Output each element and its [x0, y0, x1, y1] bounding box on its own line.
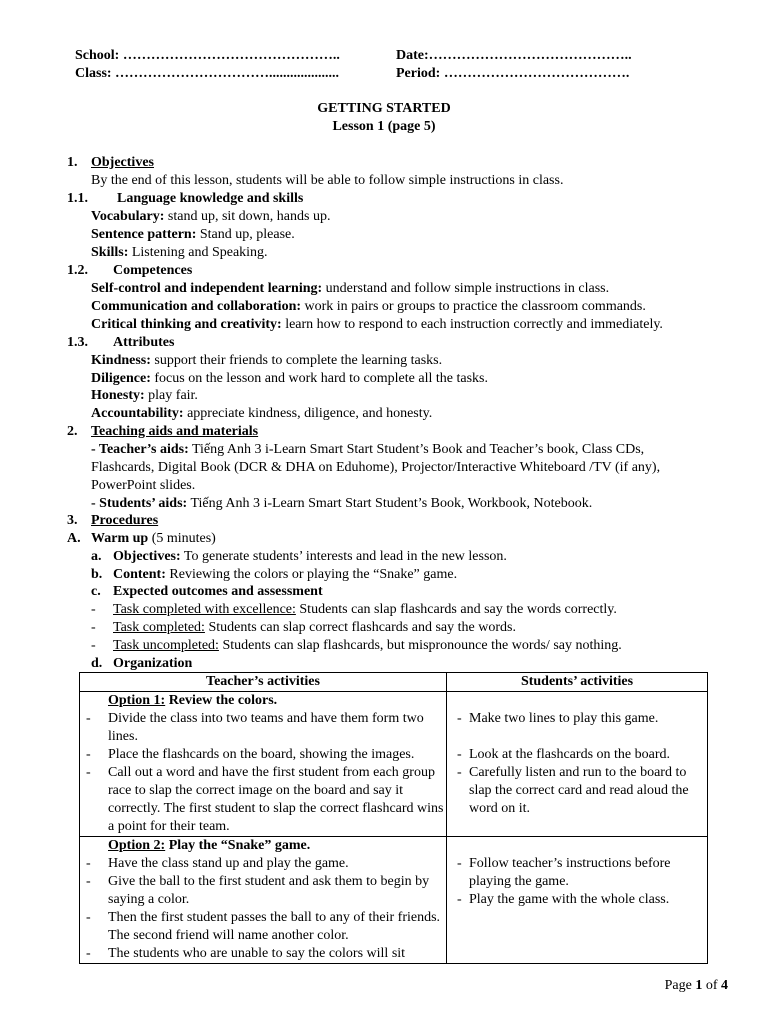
section-1-1-number: 1.1.: [67, 191, 88, 206]
school-field: School: ………………………………………..: [75, 48, 340, 63]
lesson-title: GETTING STARTED: [317, 101, 451, 116]
list-item: - Then the first student passes the ball to any of their friends. The second friend will name another color.: [86, 910, 441, 943]
kindness-line: Kindness: support their friends to complete the learning tasks.: [91, 353, 443, 368]
list-item: - The students who are unable to say the colors will sit: [86, 946, 406, 961]
section-3-number: 3.: [67, 513, 78, 528]
communication-line: Communication and collaboration: work in pairs or groups to practice the classroom commands.: [91, 299, 646, 314]
list-item: - Play the game with the whole class.: [457, 892, 670, 907]
diligence-line: Diligence: focus on the lesson and work hard to complete all the tasks.: [91, 371, 488, 386]
option-2-teacher-cell: [80, 837, 447, 964]
page-footer: Page 1 of 4: [664, 978, 728, 993]
section-1-2-number: 1.2.: [67, 263, 88, 278]
section-1-number: 1.: [67, 155, 78, 170]
organization-heading: Organization: [113, 656, 193, 671]
students-aids-line: - Students’ aids: Tiếng Anh 3 i-Learn Smart Start Student’s Book, Workbook, Notebook.: [91, 496, 593, 511]
list-item: - Divide the class into two teams and have them form two lines.: [86, 711, 424, 744]
critical-thinking-line: Critical thinking and creativity: learn how to respond to each instruction correctly and immediately.: [91, 317, 663, 332]
vocabulary-line: Vocabulary: stand up, sit down, hands up.: [91, 209, 331, 224]
item-b-letter: b.: [91, 567, 103, 582]
list-item: - Carefully listen and run to the board to slap the correct card and read aloud the word on it.: [457, 765, 689, 816]
list-item: - Look at the flashcards on the board.: [457, 747, 670, 762]
skills-line: Skills: Listening and Speaking.: [91, 245, 268, 260]
teacher-aids-line-3: PowerPoint slides.: [91, 478, 196, 493]
section-2-number: 2.: [67, 424, 78, 439]
option-1-title: Option 1: Review the colors.: [108, 693, 278, 708]
list-item: - Call out a word and have the first student from each group race to slap the correct image on the board and say it correctly. The first student to slap the correct flashcard wins a point for their team.: [86, 765, 444, 834]
task-completed-dash: -: [91, 620, 96, 635]
item-c-letter: c.: [91, 584, 101, 599]
task-completed-line: Task completed: Students can slap correct flashcards and say the words.: [113, 620, 516, 635]
expected-outcomes-heading: Expected outcomes and assessment: [113, 584, 323, 599]
section-1-2-heading: Competences: [113, 263, 193, 278]
teacher-aids-line-2: Flashcards, Digital Book (DCR & DHA on Eduhome), Projector/Interactive Whiteboard /TV (if any),: [91, 460, 661, 475]
section-1-heading: Objectives: [91, 155, 154, 170]
students-activities-header: Students’ activities: [447, 673, 708, 692]
list-item: - Give the ball to the first student and ask them to begin by saying a color.: [86, 874, 430, 907]
teacher-aids-line-1: - Teacher’s aids: Tiếng Anh 3 i-Learn Smart Start Student’s Book and Teacher’s book, Class CDs,: [91, 442, 645, 457]
task-uncompleted-dash: -: [91, 638, 96, 653]
honesty-line: Honesty: play fair.: [91, 388, 198, 403]
section-3-heading: Procedures: [91, 513, 159, 528]
accountability-line: Accountability: appreciate kindness, diligence, and honesty.: [91, 406, 433, 421]
objectives-intro: By the end of this lesson, students will be able to follow simple instructions in class.: [91, 173, 564, 188]
task-uncompleted-line: Task uncompleted: Students can slap flashcards, but mispronounce the words/ say nothing.: [113, 638, 622, 653]
activities-table: [79, 672, 708, 964]
option-1-students-cell: [447, 692, 708, 837]
section-1-3-number: 1.3.: [67, 335, 88, 350]
section-1-3-heading: Attributes: [113, 335, 175, 350]
item-a-letter: a.: [91, 549, 102, 564]
task-excellence-dash: -: [91, 602, 96, 617]
section-2-heading: Teaching aids and materials: [91, 424, 259, 439]
warm-up-heading: Warm up (5 minutes): [91, 531, 216, 546]
date-field: Date:……………………………………..: [396, 48, 632, 63]
class-field: Class: ……………………………....................: [75, 66, 340, 81]
list-item: - Follow teacher’s instructions before playing the game.: [457, 856, 671, 889]
header-row-1: [75, 48, 715, 66]
table-header-row: [80, 673, 708, 692]
teacher-activities-header: Teacher’s activities: [80, 673, 447, 692]
warm-up-letter: A.: [67, 531, 81, 546]
option-2-students-cell: [447, 837, 708, 964]
self-control-line: Self-control and independent learning: understand and follow simple instructions in class.: [91, 281, 610, 296]
list-item: - Place the flashcards on the board, showing the images.: [86, 747, 415, 762]
list-item: - Have the class stand up and play the game.: [86, 856, 349, 871]
table-row: [80, 692, 708, 837]
header-row-2: [75, 66, 715, 84]
list-item: - Make two lines to play this game.: [457, 711, 659, 726]
lesson-subtitle: Lesson 1 (page 5): [332, 119, 436, 134]
warm-up-objectives: Objectives: To generate students’ interests and lead in the new lesson.: [113, 549, 507, 564]
period-field: Period: ………………………………….: [396, 66, 630, 81]
task-excellence-line: Task completed with excellence: Students can slap flashcards and say the words correctly.: [113, 602, 617, 617]
option-1-teacher-cell: [80, 692, 447, 837]
item-d-letter: d.: [91, 656, 103, 671]
sentence-pattern-line: Sentence pattern: Stand up, please.: [91, 227, 295, 242]
warm-up-content: Content: Reviewing the colors or playing the “Snake” game.: [113, 567, 458, 582]
table-row: [80, 837, 708, 964]
section-1-1-heading: Language knowledge and skills: [117, 191, 304, 206]
option-2-title: Option 2: Play the “Snake” game.: [108, 838, 311, 853]
